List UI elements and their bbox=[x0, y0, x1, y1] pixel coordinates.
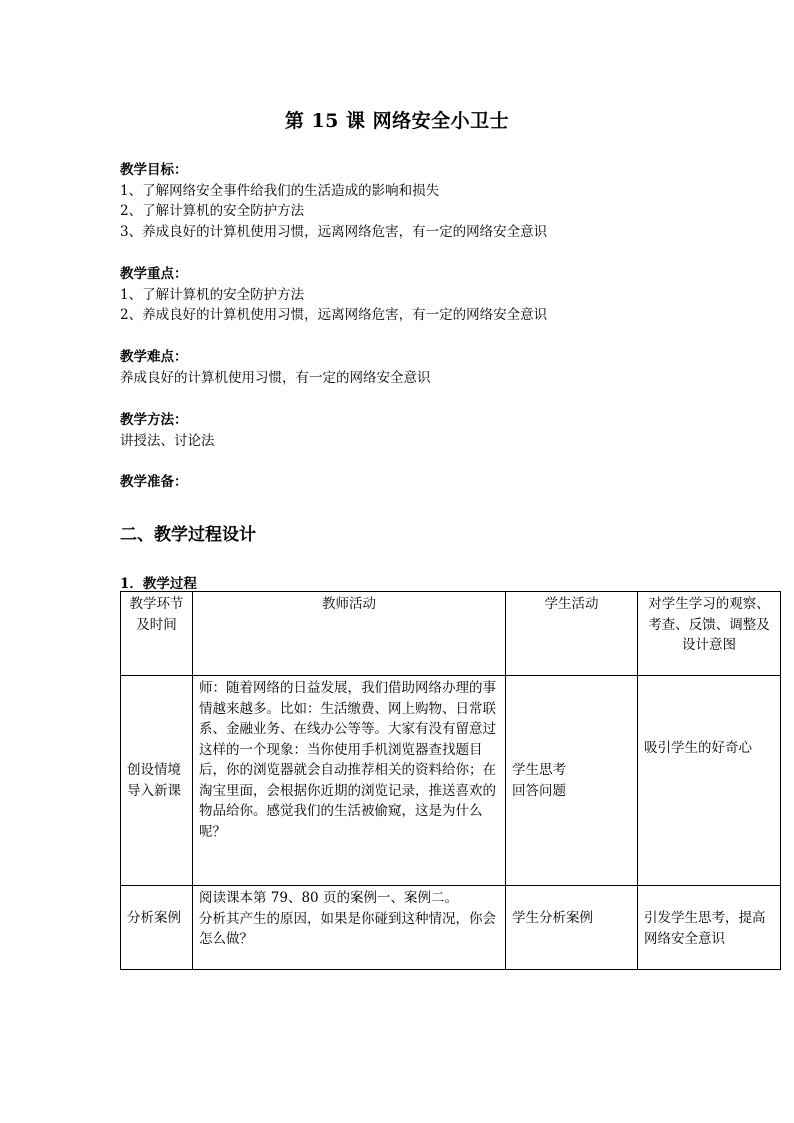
row-stage: 分析案例 bbox=[121, 886, 193, 970]
row-student-line: 回答问题 bbox=[512, 782, 566, 799]
row-student-line: 学生思考 bbox=[512, 762, 566, 778]
row-teacher bbox=[193, 886, 506, 970]
header-teacher: 教师活动 bbox=[193, 592, 506, 676]
objective-item: 1、了解网络安全事件给我们的生活造成的影响和损失 bbox=[120, 182, 440, 199]
table-row bbox=[121, 886, 781, 970]
key-point-item: 2、养成良好的计算机使用习惯，远离网络危害，有一定的网络安全意识 bbox=[120, 307, 548, 323]
difficulties-text: 养成良好的计算机使用习惯，有一定的网络安全意识 bbox=[120, 369, 431, 386]
header-student: 学生活动 bbox=[506, 592, 638, 676]
row-teacher-line: 阅读课本第 79、80 页的案例一、案例二。 bbox=[199, 890, 458, 906]
header-stage: 教学环节及时间 bbox=[121, 592, 193, 676]
section2-title: 二、教学过程设计 bbox=[120, 525, 256, 545]
key-point-item: 1、了解计算机的安全防护方法 bbox=[120, 286, 305, 303]
row-teacher: 师：随着网络的日益发展，我们借助网络办理的事情越来越多。比如：生活缴费、网上购物、日常联系、金融业务、在线办公等等。大家有没有留意过这样的一个现象：当你使用手机浏览器查找题目后，你的浏览器就会自动推荐相关的资料给你；在淘宝里面，会根据你近期的浏览记录，推送喜欢的物品给你。感觉我们的生活被偷窥，这是为什么呢？ bbox=[193, 676, 506, 886]
header-intent: 对学生学习的观察、考查、反馈、调整及设计意图 bbox=[638, 592, 781, 676]
lesson-title: 第 15 课 网络安全小卫士 bbox=[284, 110, 510, 132]
key-points-heading: 教学重点： bbox=[120, 266, 188, 282]
process-title: 1．教学过程 bbox=[120, 576, 197, 592]
row-student: 学生分析案例 bbox=[506, 886, 638, 970]
difficulties-heading: 教学难点： bbox=[120, 349, 188, 365]
objective-item: 2、了解计算机的安全防护方法 bbox=[120, 203, 305, 219]
key-points-section bbox=[120, 264, 780, 326]
row-intent: 引发学生思考，提高网络安全意识 bbox=[638, 886, 781, 970]
objectives-section bbox=[120, 160, 780, 242]
table-header-row bbox=[121, 592, 781, 676]
table-row bbox=[121, 676, 781, 886]
process-table bbox=[120, 591, 781, 970]
methods-text: 讲授法、讨论法 bbox=[120, 432, 215, 449]
objectives-heading: 教学目标： bbox=[120, 162, 188, 178]
difficulties-section bbox=[120, 347, 780, 388]
row-teacher-line: 分析其产生的原因，如果是你碰到这种情况，你会怎么做？ bbox=[199, 910, 496, 947]
objective-item: 3、养成良好的计算机使用习惯，远离网络危害，有一定的网络安全意识 bbox=[120, 223, 548, 240]
preparation-heading: 教学准备： bbox=[120, 474, 188, 490]
preparation-section bbox=[120, 472, 780, 493]
methods-heading: 教学方法： bbox=[120, 412, 188, 428]
row-stage: 创设情境导入新课 bbox=[121, 676, 193, 886]
methods-section bbox=[120, 410, 780, 451]
row-student bbox=[506, 676, 638, 886]
row-intent: 吸引学生的好奇心 bbox=[638, 676, 781, 886]
